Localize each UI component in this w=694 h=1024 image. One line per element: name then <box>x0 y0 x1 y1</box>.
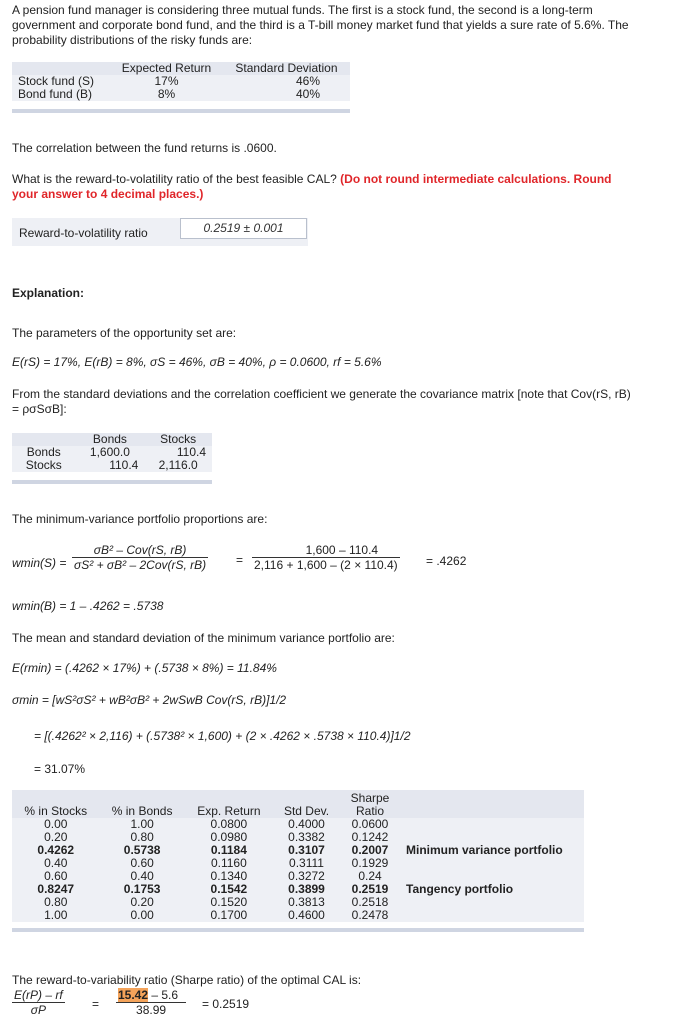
portfolio-cell: 0.8247 <box>37 882 75 896</box>
e-rmin-line: E(rmin) = (.4262 × 17%) + (.5738 × 8%) = 11.84% <box>12 661 277 675</box>
portfolio-cell: 0.1160 <box>210 856 247 870</box>
portfolio-cell: 0.00 <box>130 908 154 922</box>
portfolio-cell: 0.0800 <box>210 817 248 831</box>
cov-header: Bonds <box>92 432 127 446</box>
portfolio-cell: 0.2518 <box>351 895 389 909</box>
portfolio-table-wrap <box>12 790 584 932</box>
portfolio-cell: 0.4000 <box>288 817 325 831</box>
portfolio-cell: 0.1700 <box>210 908 248 922</box>
fund-cell: 17% <box>154 74 179 88</box>
portfolio-cell: 0.2519 <box>351 882 389 896</box>
sigma-line-2: = [(.4262² × 2,116) + (.5738² × 1,600) + (2 × .4262 × .5738 × 110.4)]1/2 <box>34 729 411 743</box>
numerator-rest: – 5.6 <box>148 988 179 1002</box>
portfolio-header <box>400 790 584 818</box>
intro-paragraph: A pension fund manager is considering three mutual funds. The first is a stock fund, the second is a long-term government and corporate bond fund, and the third is a T-bill money market fund that yields a sure rate of 5.6%. The probability distributions of the risky funds are: <box>12 3 629 47</box>
fraction-denominator: σS² + σB² – 2Cov(rS, rB) <box>74 558 207 572</box>
portfolio-cell: 0.40 <box>44 856 68 870</box>
table-divider <box>12 109 350 113</box>
answer-label: Reward-to-volatility ratio <box>19 226 148 240</box>
portfolio-cell: 0.2478 <box>351 908 389 922</box>
portfolio-cell: 0.2007 <box>351 843 389 857</box>
cov-table <box>12 433 212 472</box>
fund-table <box>12 62 350 101</box>
portfolio-header: Sharpe Ratio <box>350 791 390 818</box>
fraction-denominator: 2,116 + 1,600 – (2 × 110.4) <box>254 558 398 572</box>
portfolio-cell: 0.80 <box>130 830 154 844</box>
highlighted-value: 15.42 <box>118 988 149 1002</box>
portfolio-cell: 0.60 <box>130 856 154 870</box>
portfolio-cell: 0.00 <box>44 817 68 831</box>
portfolio-table-body <box>12 818 584 922</box>
table-divider <box>12 480 212 484</box>
portfolio-cell: 0.3111 <box>289 856 324 870</box>
portfolio-cell: 0.0980 <box>210 830 248 844</box>
cov-cell: 110.4 <box>109 458 139 472</box>
fund-cell: 8% <box>157 87 176 101</box>
cov-table-wrap <box>12 433 212 484</box>
portfolio-cell: 0.3899 <box>288 882 325 896</box>
minvar-intro: The minimum-variance portfolio proportions are: <box>12 512 268 526</box>
answer-row <box>12 218 308 246</box>
wmin-s-formula <box>12 541 652 581</box>
portfolio-cell: 0.4262 <box>37 843 75 857</box>
fraction-denominator: σP <box>30 1003 46 1017</box>
cov-header: Stocks <box>160 432 197 446</box>
wmin-s-result: = .4262 <box>426 554 467 568</box>
portfolio-cell: 0.1929 <box>351 856 389 870</box>
portfolio-cell: 0.1753 <box>123 882 161 896</box>
wmin-s-fraction-2 <box>252 543 400 572</box>
portfolio-header: % in Bonds <box>111 804 173 818</box>
sharpe-lhs-fraction <box>12 988 65 1017</box>
wmin-s-fraction-1 <box>72 543 208 572</box>
portfolio-cell: 0.3382 <box>288 830 325 844</box>
portfolio-note <box>400 818 584 831</box>
correlation-text: The correlation between the fund returns is .0600. <box>12 141 277 155</box>
portfolio-cell: 0.1340 <box>210 869 248 883</box>
cov-cell: 110.4 <box>176 445 206 459</box>
fraction-numerator: E(rP) – rf <box>14 988 63 1002</box>
fund-cell: Bond fund (B) <box>18 87 93 101</box>
portfolio-cell: 1.00 <box>44 908 68 922</box>
mean-sd-intro: The mean and standard deviation of the minimum variance portfolio are: <box>12 631 395 645</box>
params-line: E(rS) = 17%, E(rB) = 8%, σS = 46%, σB = 40%, ρ = 0.0600, rf = 5.6% <box>12 355 382 369</box>
cov-intro: From the standard deviations and the correlation coefficient we generate the covariance matrix [note that Cov(rS, rB) = ρσSσB]: <box>12 387 631 416</box>
params-intro: The parameters of the opportunity set are: <box>12 326 237 340</box>
portfolio-cell: 0.1242 <box>351 830 389 844</box>
sigma-line-1: σmin = [wS²σS² + wB²σB² + 2wSwB Cov(rS, rB)]1/2 <box>12 693 287 707</box>
portfolio-cell: 0.3107 <box>288 843 325 857</box>
portfolio-cell: 0.1184 <box>210 843 247 857</box>
cov-cell: 2,116.0 <box>158 458 198 472</box>
portfolio-cell: 0.3272 <box>288 869 325 883</box>
portfolio-cell: 0.20 <box>44 830 68 844</box>
portfolio-cell: 0.80 <box>44 895 68 909</box>
explanation-title: Explanation: <box>12 286 85 300</box>
portfolio-cell: 0.1542 <box>210 882 248 896</box>
portfolio-cell: 0.60 <box>44 869 68 883</box>
portfolio-note: Tangency portfolio <box>406 882 514 896</box>
portfolio-cell: 0.4600 <box>288 908 325 922</box>
equals-sign: = <box>236 553 244 567</box>
fraction-numerator: σB² – Cov(rS, rB) <box>72 543 208 558</box>
portfolio-header: % in Stocks <box>24 804 88 818</box>
fund-cell: Stock fund (S) <box>18 74 95 88</box>
portfolio-cell: 0.5738 <box>123 843 161 857</box>
sharpe-intro: The reward-to-variability ratio (Sharpe ratio) of the optimal CAL is: <box>12 973 362 987</box>
portfolio-header: Std Dev. <box>283 804 330 818</box>
fund-cell: 46% <box>295 74 320 88</box>
portfolio-cell: 0.1520 <box>210 895 248 909</box>
fund-cell: 40% <box>295 87 320 101</box>
sharpe-rhs-fraction <box>116 988 186 1017</box>
portfolio-row <box>12 909 584 922</box>
portfolio-cell: 1.00 <box>130 817 154 831</box>
portfolio-cell: 0.40 <box>130 869 154 883</box>
portfolio-note <box>400 896 584 909</box>
portfolio-note <box>400 909 584 922</box>
question-text <box>12 172 632 202</box>
cov-cell: Bonds <box>26 445 61 459</box>
fund-table-wrap <box>12 62 350 113</box>
cov-cell: Stocks <box>25 458 62 472</box>
question-note: (Do not round intermediate calculations. Round your answer to 4 decimal places.) <box>12 172 612 201</box>
fraction-numerator: 1,600 – 110.4 <box>252 543 400 558</box>
portfolio-cell: 0.3813 <box>288 895 325 909</box>
question: What is the reward-to-volatility ratio of the best feasible CAL? <box>12 172 337 186</box>
wmin-s-lhs: wmin(S) = <box>12 556 67 570</box>
sharpe-result: = 0.2519 <box>202 997 250 1011</box>
answer-input[interactable]: 0.2519 ± 0.001 <box>180 218 307 239</box>
portfolio-header: Exp. Return <box>197 804 261 818</box>
fraction-denominator: 38.99 <box>136 1003 167 1017</box>
portfolio-cell: 0.24 <box>358 869 382 883</box>
portfolio-note: Minimum variance portfolio <box>406 843 563 857</box>
sharpe-formula <box>12 988 332 1022</box>
wmin-b-line: wmin(B) = 1 – .4262 = .5738 <box>12 599 164 613</box>
fraction-numerator <box>116 988 186 1003</box>
fund-table-header: Standard Deviation <box>235 61 338 75</box>
equals-sign: = <box>92 997 100 1011</box>
sigma-line-3: = 31.07% <box>34 762 86 776</box>
table-divider <box>12 928 584 932</box>
fund-table-header: Expected Return <box>121 61 212 75</box>
portfolio-cell: 0.0600 <box>351 817 389 831</box>
portfolio-table <box>12 790 584 922</box>
cov-cell: 1,600.0 <box>89 445 130 459</box>
portfolio-cell: 0.20 <box>130 895 154 909</box>
portfolio-note <box>400 857 584 870</box>
